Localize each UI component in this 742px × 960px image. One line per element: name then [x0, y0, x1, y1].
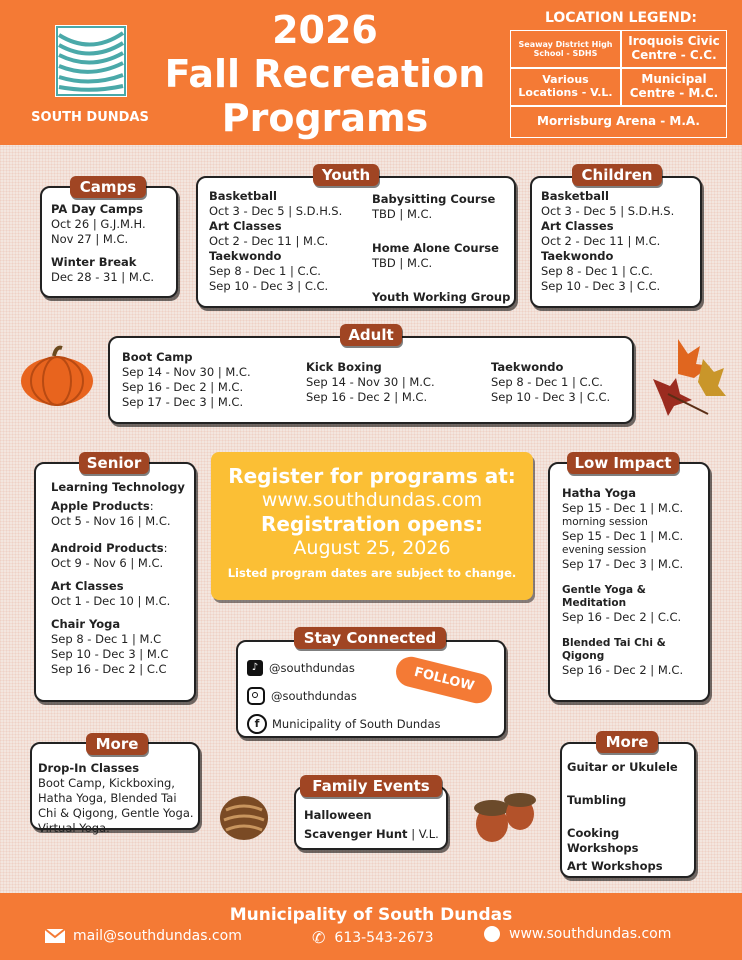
youth-basketball-heading: Basketball — [209, 189, 277, 203]
qigong-heading: Qigong — [562, 650, 605, 662]
youth-tkd-date-1: Sep 8 - Dec 1 | C.C. — [209, 264, 321, 278]
youth-taekwondo-heading: Taekwondo — [209, 249, 282, 263]
android-colon: : — [163, 541, 168, 555]
follow-button[interactable]: FOLLOW — [393, 654, 495, 707]
hatha-evening-note: evening session — [562, 544, 647, 556]
dates-disclaimer: Listed program dates are subject to change. — [227, 566, 517, 580]
more-item-art: Art Workshops — [567, 859, 663, 873]
youth-art-heading: Art Classes — [209, 219, 282, 233]
youth-box — [196, 176, 516, 308]
adult-tkd-date-1: Sep 8 - Dec 1 | C.C. — [491, 375, 603, 389]
legend-cc: Iroquois Civic Centre - C.C. — [621, 30, 727, 68]
gentle-yoga-date: Sep 16 - Dec 2 | C.C. — [562, 610, 682, 624]
more-item-tumbling: Tumbling — [567, 793, 627, 807]
pumpkin-decoration — [18, 344, 96, 410]
stay-connected-tab: Stay Connected — [294, 627, 446, 649]
more-right-tab: More — [596, 731, 658, 753]
bootcamp-date-2: Sep 16 - Dec 2 | M.C. — [122, 380, 244, 394]
winter-break-heading: Winter Break — [51, 255, 137, 269]
mail-icon — [44, 928, 66, 944]
tiktok-icon: ♪ — [247, 660, 263, 676]
children-box — [530, 176, 702, 308]
meditation-heading: Meditation — [562, 597, 627, 609]
youth-tab: Youth — [313, 164, 379, 186]
facebook-icon: f — [247, 714, 267, 734]
home-alone-heading: Home Alone Course — [372, 241, 499, 255]
bootcamp-date-1: Sep 14 - Nov 30 | M.C. — [122, 365, 251, 379]
pa-date-1: Oct 26 | G.J.M.H. — [51, 217, 146, 231]
apple-date: Oct 5 - Nov 16 | M.C. — [51, 514, 171, 528]
children-tkd-date-1: Sep 8 - Dec 1 | C.C. — [541, 264, 653, 278]
tai-chi-date: Sep 16 - Dec 2 | M.C. — [562, 663, 684, 677]
phone-icon: ✆ — [312, 928, 326, 947]
page-title — [140, 8, 510, 140]
adult-taekwondo-heading: Taekwondo — [491, 360, 564, 374]
footer-website[interactable] — [484, 926, 671, 942]
tiktok-handle: @southdundas — [269, 660, 355, 675]
register-website-link[interactable]: www.southdundas.com — [261, 489, 483, 511]
youth-basketball-date: Oct 3 - Dec 5 | S.D.H.S. — [209, 204, 343, 218]
chair-yoga-date-1: Sep 8 - Dec 1 | M.C — [51, 632, 162, 646]
legend-mc: Municipal Centre - M.C. — [621, 68, 727, 106]
facebook-name: Municipality of South Dundas — [272, 716, 441, 731]
footer-email[interactable] — [44, 928, 242, 944]
low-impact-tab: Low Impact — [567, 452, 679, 474]
senior-art-date: Oct 1 - Dec 10 | M.C. — [51, 594, 171, 608]
scavenger-hunt-location: | V.L. — [407, 827, 439, 841]
title-line-2: Fall Recreation — [164, 52, 486, 96]
scavenger-hunt-heading: Scavenger Hunt — [304, 827, 408, 841]
adult-box — [108, 336, 634, 424]
learning-technology-heading: Learning Technology — [51, 480, 185, 494]
more-item-cooking: Cooking Workshops — [567, 826, 639, 855]
legend-vl: Various Locations - V.L. — [510, 68, 621, 106]
title-year: 2026 — [272, 8, 378, 52]
babysitting-date: TBD | M.C. — [372, 207, 433, 221]
children-taekwondo-heading: Taekwondo — [541, 249, 614, 263]
kickboxing-date-2: Sep 16 - Dec 2 | M.C. — [306, 390, 428, 404]
more-right-box — [560, 742, 696, 878]
footer-phone[interactable] — [312, 928, 434, 947]
footer-phone-text: 613-543-2673 — [334, 929, 434, 946]
org-name: SOUTH DUNDAS — [31, 110, 149, 125]
footer-website-text: www.southdundas.com — [509, 926, 672, 942]
apple-colon: : — [149, 499, 154, 513]
halloween-heading: Halloween — [304, 808, 372, 822]
hatha-yoga-heading: Hatha Yoga — [562, 486, 636, 500]
winter-date: Dec 28 - 31 | M.C. — [51, 270, 155, 284]
hatha-morning-note: morning session — [562, 516, 648, 528]
adult-tkd-date-2: Sep 10 - Dec 3 | C.C. — [491, 390, 611, 404]
registration-opens-heading: Registration opens: — [260, 512, 484, 536]
camps-tab: Camps — [70, 176, 146, 198]
chair-yoga-heading: Chair Yoga — [51, 617, 121, 631]
registration-panel — [211, 452, 533, 600]
autumn-leaves-decoration — [648, 334, 728, 430]
pa-day-camps-heading: PA Day Camps — [51, 202, 143, 216]
globe-icon — [484, 926, 500, 942]
children-art-date: Oct 2 - Dec 11 | M.C. — [541, 234, 661, 248]
pa-date-2: Nov 27 | M.C. — [51, 232, 129, 246]
legend-sdhs: Seaway District High School - SDHS — [510, 30, 621, 68]
senior-art-heading: Art Classes — [51, 579, 124, 593]
children-tkd-date-2: Sep 10 - Dec 3 | C.C. — [541, 279, 661, 293]
children-tab: Children — [572, 164, 662, 186]
dropin-description: Boot Camp, Kickboxing, Hatha Yoga, Blended Tai Chi & Qigong, Gentle Yoga. Virtual Yoga. — [38, 776, 194, 835]
bootcamp-heading: Boot Camp — [122, 350, 193, 364]
registration-date: August 25, 2026 — [293, 537, 451, 559]
kickboxing-heading: Kick Boxing — [306, 360, 382, 374]
more-left-box — [30, 742, 200, 835]
acorns-decoration — [470, 784, 542, 850]
instagram-handle: @southdundas — [271, 688, 357, 703]
instagram-row[interactable] — [247, 686, 357, 706]
bootcamp-date-3: Sep 17 - Dec 3 | M.C. — [122, 395, 244, 409]
more-item-guitar: Guitar or Ukulele — [567, 760, 678, 774]
hatha-date-2: Sep 15 - Dec 1 | M.C. — [562, 529, 684, 543]
chair-yoga-date-2: Sep 10 - Dec 3 | M.C — [51, 647, 169, 661]
home-alone-date: TBD | M.C. — [372, 256, 433, 270]
youth-art-date: Oct 2 - Dec 11 | M.C. — [209, 234, 329, 248]
title-line-3: Programs — [221, 96, 429, 140]
legend-title: LOCATION LEGEND: — [544, 10, 698, 26]
chair-yoga-date-3: Sep 16 - Dec 2 | C.C — [51, 662, 167, 676]
south-dundas-logo — [55, 25, 127, 97]
adult-tab: Adult — [340, 324, 402, 346]
children-art-heading: Art Classes — [541, 219, 614, 233]
youth-tkd-date-2: Sep 10 - Dec 3 | C.C. — [209, 279, 329, 293]
android-products-heading: Android Products — [51, 541, 164, 555]
children-basketball-heading: Basketball — [541, 189, 609, 203]
kickboxing-date-1: Sep 14 - Nov 30 | M.C. — [306, 375, 435, 389]
apple-products-heading: Apple Products — [51, 499, 150, 513]
hatha-date-1: Sep 15 - Dec 1 | M.C. — [562, 501, 684, 515]
instagram-icon — [247, 687, 265, 705]
pinecone-decoration — [216, 788, 272, 850]
more-left-tab: More — [86, 733, 148, 755]
senior-box — [34, 462, 196, 702]
register-heading: Register for programs at: — [228, 464, 516, 488]
gentle-yoga-heading: Gentle Yoga & — [562, 584, 646, 596]
low-impact-box — [548, 462, 710, 702]
babysitting-heading: Babysitting Course — [372, 192, 496, 206]
family-events-tab: Family Events — [300, 775, 442, 797]
android-date: Oct 9 - Nov 6 | M.C. — [51, 556, 164, 570]
camps-box — [40, 186, 178, 298]
youth-working-group: Youth Working Group — [372, 290, 511, 304]
dropin-heading: Drop-In Classes — [38, 761, 140, 775]
footer-org-name: Municipality of South Dundas — [229, 905, 513, 925]
facebook-row[interactable] — [247, 714, 441, 734]
children-basketball-date: Oct 3 - Dec 5 | S.D.H.S. — [541, 204, 675, 218]
hatha-date-3: Sep 17 - Dec 3 | M.C. — [562, 557, 684, 571]
senior-tab: Senior — [79, 452, 149, 474]
footer-email-text: mail@southdundas.com — [73, 928, 242, 944]
legend-ma: Morrisburg Arena - M.A. — [510, 106, 727, 138]
tiktok-row[interactable] — [247, 658, 355, 678]
tai-chi-heading: Blended Tai Chi & — [562, 637, 666, 649]
